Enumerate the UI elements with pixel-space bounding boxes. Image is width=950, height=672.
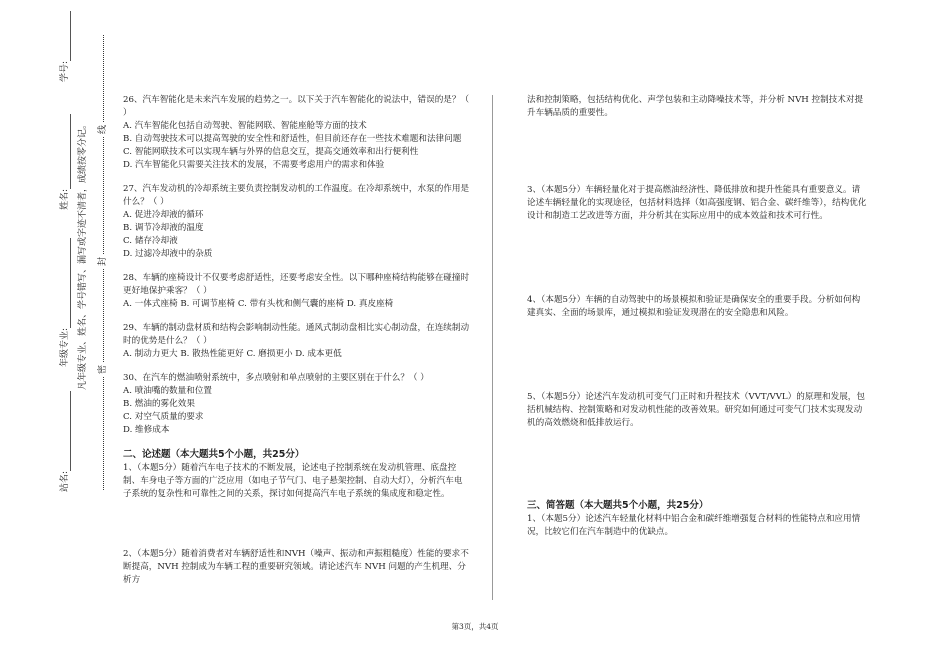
essay-1: 1、（本题5分）随着汽车电子技术的不断发展，论述电子控制系统在发动机管理、底盘控制、车身电子等方面的广泛应用（如电子节气门、电子悬架控制、自动大灯），分析汽车电子系统的复杂性和可靠性之间的关系，探讨如何提高汽车电子系统的集成度和稳定性。 bbox=[123, 463, 463, 499]
question-27: 27、汽车发动机的冷却系统主要负责控制发动机的工作温度。在冷却系统中，水泵的作用是什么？（ ） A. 促进冷却液的循环 B. 调节冷却液的温度 C. 储存冷却液 D. 过滤冷却液中的杂质 bbox=[123, 184, 470, 259]
essay-4: 4、（本题5分）车辆的自动驾驶中的场景模拟和验证是确保安全的重要手段。分析如何构建真实、全面的场景库，通过模拟和验证发现潜在的安全隐患和风险。 bbox=[527, 295, 861, 318]
section-3-title: 三、简答题（本大题共5个小题，共25分） bbox=[527, 500, 709, 511]
essay-2-end: 法和控制策略，包括结构优化、声学包装和主动降噪技术等，并分析 NVH 控制技术对提升车辆品质的重要性。 bbox=[527, 95, 864, 118]
question-26: 26、汽车智能化是未来汽车发展的趋势之一。以下关于汽车智能化的说法中，错误的是？（ ） A. 汽车智能化包括自动驾驶、智能网联、智能座舱等方面的技术 B. 自动驾驶技术可以提高驾驶的安全性和舒适性，但目前还存在一些技术难题和法律问题 C. 智能网联技术可以实现车辆与外界的信息交互，提高交通效率和出行便利性 D. 汽车智能化只需要关注技术的发展，不需要考虑用户的需求和体验 bbox=[123, 95, 470, 170]
essay-3: 3、（本题5分）车辆轻量化对于提高燃油经济性、降低排放和提升性能具有重要意义。请论述车辆轻量化的实现途径，包括材料选择（如高强度钢、铝合金、碳纤维等），结构优化设计和制造工艺改进等方面，并分析其在实际应用中的成本效益和技术可行性。 bbox=[527, 185, 867, 221]
right-column bbox=[527, 94, 867, 539]
section-2-title: 二、论述题（本大题共5个小题，共25分） bbox=[123, 449, 305, 460]
seal-mark-mi: 密 bbox=[98, 364, 108, 374]
question-28: 28、车辆的座椅设计不仅要考虑舒适性，还要考虑安全性。以下哪种座椅结构能够在碰撞时更好地保护乘客？（ ） A. 一体式座椅 B. 可调节座椅 C. 带有头枕和侧气囊的座椅 D. 真皮座椅 bbox=[123, 273, 470, 309]
essay-5: 5、（本题5分）论述汽车发动机可变气门正时和升程技术（VVT/VVL）的原理和发展，包括机械结构、控制策略和对发动机性能的改善效果。研究如何通过可变气门技术实现发动机的高效燃烧和低排放运行。 bbox=[527, 392, 865, 428]
page-number: 第3页，共4页 bbox=[451, 622, 499, 631]
field-student-id: 学号: bbox=[59, 11, 71, 82]
field-name: 姓名: bbox=[59, 114, 71, 210]
essay-2-start: 2、（本题5分）随着消费者对车辆舒适性和NVH（噪声、振动和声振粗糙度）性能的要求不断提高，NVH 控制成为车辆工程的重要研究领域。请论述汽车 NVH 问题的产生机理、分析方 bbox=[123, 549, 469, 585]
instruction-note: 凡年级专业、姓名、学号错写、漏写或字迹不清者，成绩按零分记。 bbox=[78, 119, 88, 390]
field-grade-major: 年级专业: bbox=[59, 238, 71, 367]
seal-mark-xian: 线 bbox=[98, 124, 108, 134]
question-30: 30、在汽车的燃油喷射系统中，多点喷射和单点喷射的主要区别在于什么？（ ） A. 喷油嘴的数量和位置 B. 燃油的雾化效果 C. 对空气质量的要求 D. 维修成本 bbox=[123, 373, 429, 435]
question-29: 29、车辆的制动盘材质和结构会影响制动性能。通风式制动盘相比实心制动盘，在连续制动时的优势是什么？（ ） A. 制动力更大 B. 散热性能更好 C. 磨损更小 D. 成本更低 bbox=[123, 323, 470, 359]
column-divider bbox=[492, 95, 493, 600]
binding-margin bbox=[56, 0, 116, 672]
short-answer-1: 1、（本题5分）论述汽车轻量化材料中铝合金和碳纤维增强复合材料的性能特点和应用情况，比较它们在汽车制造中的优缺点。 bbox=[527, 514, 861, 537]
seal-mark-feng: 封 bbox=[98, 256, 108, 266]
field-station: 站名: bbox=[59, 391, 71, 492]
left-column bbox=[123, 94, 471, 587]
